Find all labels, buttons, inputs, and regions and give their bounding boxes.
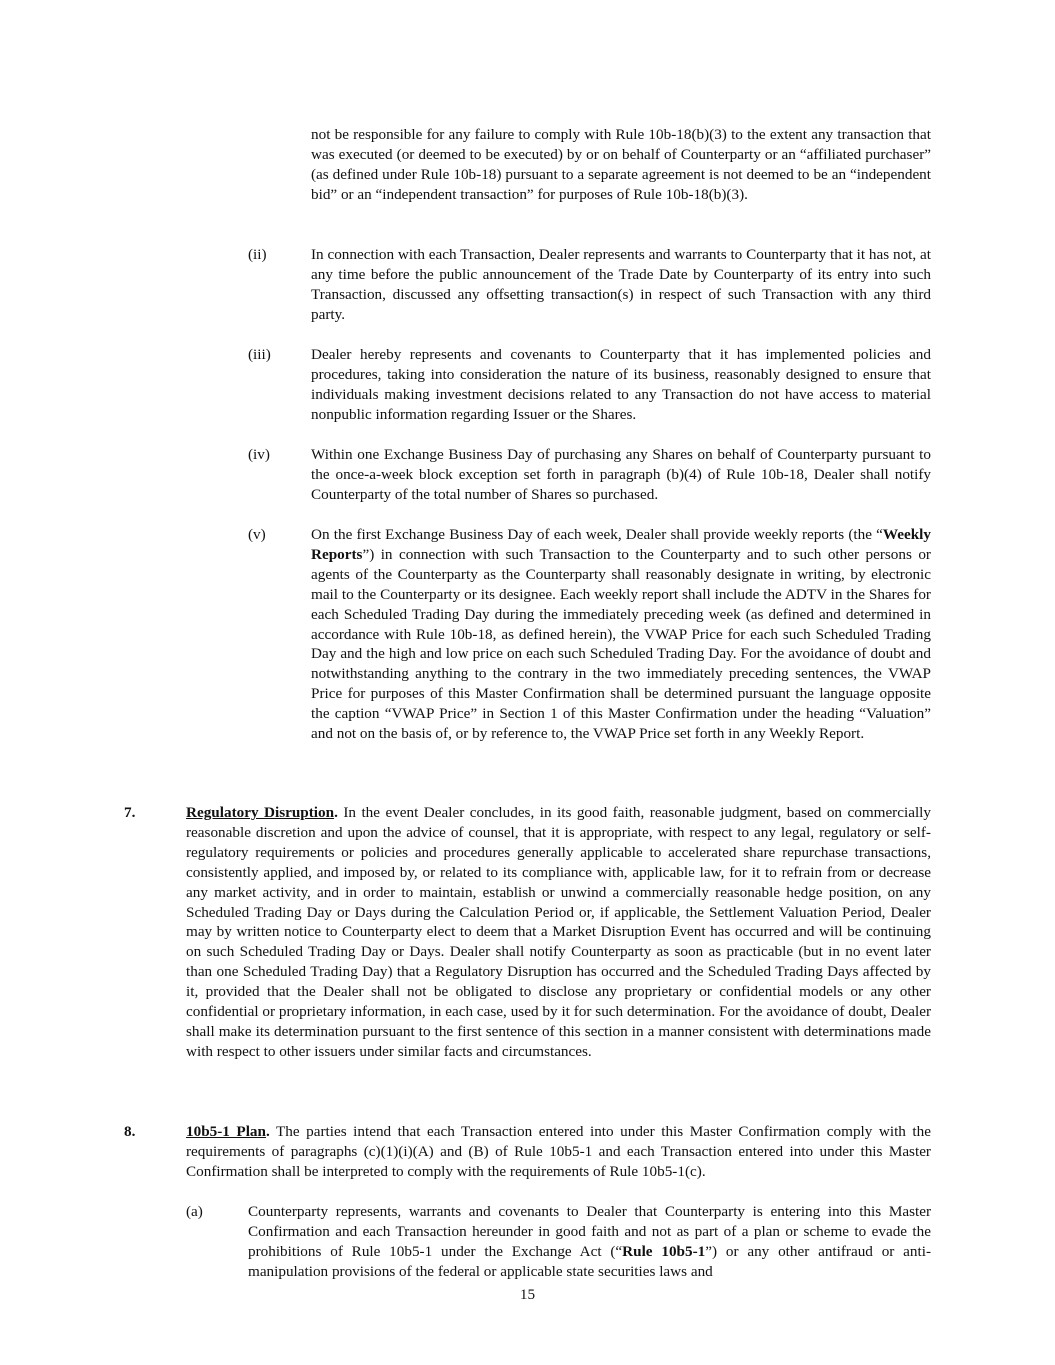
item-number: (iii) bbox=[248, 346, 271, 363]
section-8 bbox=[124, 1122, 931, 1182]
item-number: (a) bbox=[186, 1203, 203, 1220]
item-text: Within one Exchange Business Day of purchasing any Shares on behalf of Counterparty pursuant to the once-a-week block exception set forth in paragraph (b)(4) of Rule 10b-18, Dealer shall notify Counterparty of the total number of Shares so purchased. bbox=[311, 446, 931, 503]
defined-term: Weekly Reports bbox=[311, 526, 931, 563]
paragraph-text: not be responsible for any failure to comply with Rule 10b-18(b)(3) to the extent any transaction that was executed (or deemed to be executed) by or on behalf of Counterparty or an “affiliated purchaser” (as defined under Rule 10b-18) pursuant to a separate agreement is not deemed to be an “independent bid” or an “independent transaction” for purposes of Rule 10b-18(b)(3). bbox=[311, 126, 931, 203]
item-text: In connection with each Transaction, Dealer represents and warrants to Counterparty that it has not, at any time before the public announcement of the Trade Date by Counterparty of its entry into such Transaction, discussed any offsetting transaction(s) in respect of such Transaction with any third party. bbox=[311, 246, 931, 323]
section-heading: 10b5-1 Plan bbox=[186, 1123, 266, 1140]
list-item bbox=[248, 445, 931, 505]
item-number: (iv) bbox=[248, 446, 270, 463]
heading-period: . bbox=[334, 804, 338, 821]
defined-term: Rule 10b5-1 bbox=[622, 1242, 706, 1260]
list-item bbox=[248, 245, 931, 325]
list-item bbox=[248, 345, 931, 425]
continued-paragraph bbox=[311, 125, 931, 205]
section-body: In the event Dealer concludes, in its good faith, reasonable judgment, based on commercially reasonable discretion and upon the advice of counsel, that it is appropriate, with respect to any legal, regulatory or self-regulatory requirements or policies and procedures generally applicable to accelerated share repurchase transactions, consistently applied, and imposed by, or related to its compliance with, applicable law, for it to refrain from or decrease any market activity, and in order to maintain, establish or unwind a commercially reasonable hedge position, on any Scheduled Trading Day or Days during the Calculation Period or, if applicable, the Settlement Valuation Period, Dealer may by written notice to Counterparty elect to deem that a Market Disruption Event has occurred and will be continuing on such Scheduled Trading Day or Days. Dealer shall notify Counterparty as soon as practicable (but in no event later than one Scheduled Trading Day) that a Regulatory Disruption has occurred and the Scheduled Trading Days affected by it, provided that the Dealer shall not be obligated to disclose any proprietary or confidential models or any other confidential or proprietary information, in each case, used by it for such determination. For the avoidance of doubt, Dealer shall make its determination pursuant to the first sentence of this section in a manner consistent with determinations made with respect to other issuers under similar facts and circumstances. bbox=[186, 804, 931, 1060]
text-segment: ”) or any other antifraud or anti-manipulation provisions of the federal or applicable state securities laws and bbox=[248, 1242, 932, 1280]
item-text bbox=[311, 525, 931, 744]
item-number: (ii) bbox=[248, 246, 267, 263]
section-text bbox=[186, 1122, 931, 1182]
section-heading: Regulatory Disruption bbox=[186, 804, 335, 821]
item-number: (v) bbox=[248, 526, 266, 543]
section-number: 8. bbox=[124, 1123, 136, 1140]
text-segment: Counterparty represents, warrants and covenants to Dealer that Counterparty is entering into this Master Confirmation and each Transaction hereunder in good faith and not as part of a plan or scheme to evade the prohibitions of Rule 10b5-1 under the Exchange Act (“ bbox=[248, 1203, 931, 1260]
text-segment: On the first Exchange Business Day of each week, Dealer shall provide weekly reports (the “ bbox=[311, 526, 883, 543]
section-7 bbox=[124, 803, 931, 1062]
page-number: 15 bbox=[519, 1286, 536, 1303]
section-number: 7. bbox=[124, 804, 136, 821]
item-text bbox=[248, 1202, 931, 1282]
text-segment: ”) in connection with such Transaction to the Counterparty and to such other persons or agents of the Counterparty as the Counterparty shall reasonably designate in writing, by electronic mail to the Counterparty or its designee. Each weekly report shall include the ADTV in the Shares for each Scheduled Trading Day during the immediately preceding week (as defined and determined in accordance with Rule 10b-18, as defined herein), the VWAP Price for each such Scheduled Trading Day and the high and low price on each such Scheduled Trading Day. For the avoidance of doubt and notwithstanding anything to the contrary in the two immediately preceding sentences, the VWAP Price for purposes of this Master Confirmation shall be determined pursuant the language opposite the caption “VWAP Price” in Section 1 of this Master Confirmation under the heading “Valuation” and not on the basis of, or by reference to, the VWAP Price set forth in any Weekly Report. bbox=[311, 545, 931, 743]
section-text bbox=[186, 803, 931, 1062]
subitem-a bbox=[186, 1202, 931, 1282]
list-item bbox=[248, 525, 931, 744]
item-text: Dealer hereby represents and covenants to Counterparty that it has implemented policies and procedures, taking into consideration the nature of its business, reasonably designed to ensure that individuals making investment decisions related to any Transaction do not have access to material nonpublic information regarding Issuer or the Shares. bbox=[311, 346, 931, 423]
heading-period: . bbox=[265, 1123, 270, 1140]
section-body: The parties intend that each Transaction entered into under this Master Confirmation comply with the requirements of paragraphs (c)(1)(i)(A) and (B) of Rule 10b5-1 and each Transaction entered into under this Master Confirmation shall be interpreted to comply with the requirements of Rule 10b5-1(c). bbox=[186, 1123, 931, 1180]
